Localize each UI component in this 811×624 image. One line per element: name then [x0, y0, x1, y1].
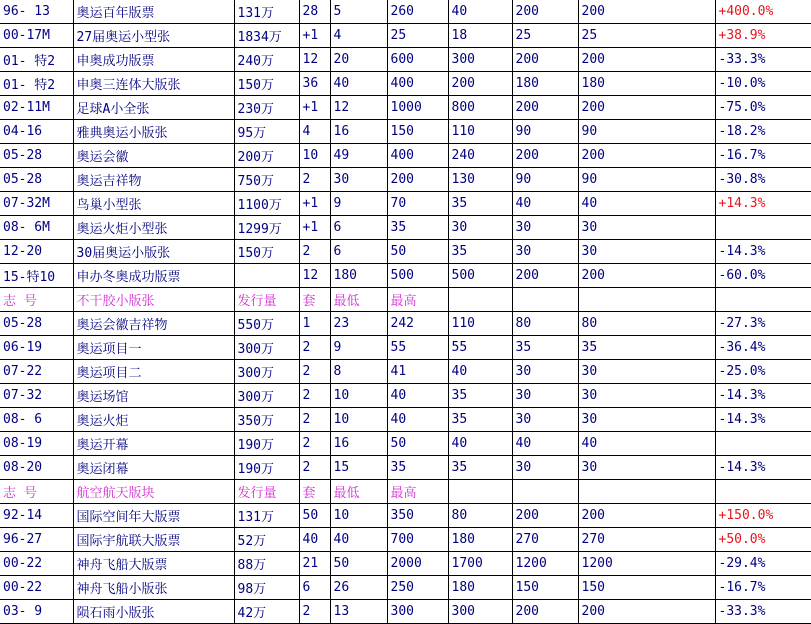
high-price-cell: 500 — [387, 264, 448, 288]
issue-volume-cell: 88万 — [234, 552, 299, 576]
change-percent-cell: +38.9% — [715, 24, 811, 48]
issue-volume-cell: 42万 — [234, 600, 299, 624]
issue-volume-cell: 200万 — [234, 144, 299, 168]
header-price-b-cell — [512, 480, 578, 504]
stamp-name-cell: 27届奥运小型张 — [73, 24, 234, 48]
price-c-cell: 200 — [578, 96, 715, 120]
table-row — [0, 408, 811, 432]
header-stamp-name-cell: 航空航天版块 — [73, 480, 234, 504]
issue-volume-cell: 300万 — [234, 336, 299, 360]
table-row — [0, 96, 811, 120]
high-price-cell: 1000 — [387, 96, 448, 120]
issue-volume-cell: 750万 — [234, 168, 299, 192]
issue-volume-cell: 190万 — [234, 432, 299, 456]
low-price-cell: 6 — [330, 240, 387, 264]
price-a-cell: 35 — [448, 240, 512, 264]
price-b-cell: 80 — [512, 312, 578, 336]
stamp-name-cell: 奥运火炬 — [73, 408, 234, 432]
low-price-cell: 9 — [330, 192, 387, 216]
set-count-cell: 2 — [299, 432, 330, 456]
price-b-cell: 150 — [512, 576, 578, 600]
header-high-price-cell: 最高 — [387, 480, 448, 504]
stamp-id-cell: 02-11M — [0, 96, 73, 120]
change-percent-cell: -16.7% — [715, 576, 811, 600]
table-row — [0, 168, 811, 192]
low-price-cell: 23 — [330, 312, 387, 336]
high-price-cell: 300 — [387, 600, 448, 624]
price-b-cell: 90 — [512, 168, 578, 192]
price-a-cell: 35 — [448, 384, 512, 408]
price-b-cell: 30 — [512, 408, 578, 432]
header-price-a-cell — [448, 288, 512, 312]
table-row — [0, 528, 811, 552]
price-b-cell: 30 — [512, 360, 578, 384]
set-count-cell: 12 — [299, 48, 330, 72]
high-price-cell: 600 — [387, 48, 448, 72]
change-percent-cell: -25.0% — [715, 360, 811, 384]
price-c-cell: 200 — [578, 48, 715, 72]
price-a-cell: 40 — [448, 432, 512, 456]
price-c-cell: 30 — [578, 456, 715, 480]
price-a-cell: 130 — [448, 168, 512, 192]
stamp-name-cell: 奥运项目一 — [73, 336, 234, 360]
set-count-cell: 21 — [299, 552, 330, 576]
price-a-cell: 110 — [448, 120, 512, 144]
set-count-cell: 2 — [299, 336, 330, 360]
high-price-cell: 25 — [387, 24, 448, 48]
set-count-cell: 2 — [299, 168, 330, 192]
change-percent-cell: +400.0% — [715, 0, 811, 24]
low-price-cell: 30 — [330, 168, 387, 192]
stamp-id-cell: 00-22 — [0, 552, 73, 576]
stamp-id-cell: 96-27 — [0, 528, 73, 552]
change-percent-cell: +50.0% — [715, 528, 811, 552]
low-price-cell: 5 — [330, 0, 387, 24]
set-count-cell: 1 — [299, 312, 330, 336]
issue-volume-cell: 150万 — [234, 72, 299, 96]
header-price-c-cell — [578, 480, 715, 504]
set-count-cell: +1 — [299, 24, 330, 48]
stamp-id-cell: 05-28 — [0, 168, 73, 192]
low-price-cell: 50 — [330, 552, 387, 576]
table-row — [0, 192, 811, 216]
price-a-cell: 40 — [448, 0, 512, 24]
price-b-cell: 30 — [512, 384, 578, 408]
set-count-cell: 2 — [299, 408, 330, 432]
change-percent-cell — [715, 216, 811, 240]
price-a-cell: 18 — [448, 24, 512, 48]
set-count-cell: 50 — [299, 504, 330, 528]
price-b-cell: 200 — [512, 144, 578, 168]
change-percent-cell: -14.3% — [715, 456, 811, 480]
table-row — [0, 120, 811, 144]
table-row — [0, 336, 811, 360]
section-header-row — [0, 288, 811, 312]
stamp-name-cell: 奥运闭幕 — [73, 456, 234, 480]
low-price-cell: 16 — [330, 120, 387, 144]
high-price-cell: 41 — [387, 360, 448, 384]
change-percent-cell: -33.3% — [715, 600, 811, 624]
table-row — [0, 504, 811, 528]
high-price-cell: 35 — [387, 216, 448, 240]
stamp-id-cell: 05-28 — [0, 312, 73, 336]
change-percent-cell: -14.3% — [715, 240, 811, 264]
price-c-cell: 90 — [578, 168, 715, 192]
set-count-cell: 12 — [299, 264, 330, 288]
issue-volume-cell: 150万 — [234, 240, 299, 264]
price-a-cell: 800 — [448, 96, 512, 120]
low-price-cell: 8 — [330, 360, 387, 384]
table-row — [0, 312, 811, 336]
set-count-cell: 4 — [299, 120, 330, 144]
header-change-percent-cell — [715, 288, 811, 312]
high-price-cell: 700 — [387, 528, 448, 552]
high-price-cell: 40 — [387, 408, 448, 432]
price-c-cell: 30 — [578, 216, 715, 240]
change-percent-cell: -10.0% — [715, 72, 811, 96]
change-percent-cell — [715, 432, 811, 456]
change-percent-cell: +14.3% — [715, 192, 811, 216]
header-stamp-name-cell: 不干胶小版张 — [73, 288, 234, 312]
issue-volume-cell: 95万 — [234, 120, 299, 144]
price-b-cell: 200 — [512, 96, 578, 120]
low-price-cell: 13 — [330, 600, 387, 624]
table-row — [0, 384, 811, 408]
issue-volume-cell: 98万 — [234, 576, 299, 600]
header-price-b-cell — [512, 288, 578, 312]
issue-volume-cell: 300万 — [234, 384, 299, 408]
price-c-cell: 200 — [578, 600, 715, 624]
stamp-id-cell: 07-32M — [0, 192, 73, 216]
price-b-cell: 30 — [512, 240, 578, 264]
price-b-cell: 200 — [512, 504, 578, 528]
table-row — [0, 48, 811, 72]
price-c-cell: 30 — [578, 384, 715, 408]
price-c-cell: 1200 — [578, 552, 715, 576]
high-price-cell: 40 — [387, 384, 448, 408]
table-row — [0, 432, 811, 456]
header-price-a-cell — [448, 480, 512, 504]
price-c-cell: 200 — [578, 144, 715, 168]
change-percent-cell: -16.7% — [715, 144, 811, 168]
stamp-id-cell: 06-19 — [0, 336, 73, 360]
price-c-cell: 40 — [578, 432, 715, 456]
header-issue-volume-cell: 发行量 — [234, 480, 299, 504]
price-a-cell: 55 — [448, 336, 512, 360]
high-price-cell: 400 — [387, 144, 448, 168]
header-set-count-cell: 套 — [299, 480, 330, 504]
issue-volume-cell: 190万 — [234, 456, 299, 480]
low-price-cell: 10 — [330, 384, 387, 408]
header-issue-volume-cell: 发行量 — [234, 288, 299, 312]
change-percent-cell: -29.4% — [715, 552, 811, 576]
change-percent-cell: -36.4% — [715, 336, 811, 360]
stamp-name-cell: 奥运火炬小型张 — [73, 216, 234, 240]
stamp-id-cell: 01- 特2 — [0, 48, 73, 72]
issue-volume-cell: 131万 — [234, 504, 299, 528]
stamp-id-cell: 15-特10 — [0, 264, 73, 288]
high-price-cell: 150 — [387, 120, 448, 144]
stamp-name-cell: 神舟飞船大版票 — [73, 552, 234, 576]
price-b-cell: 40 — [512, 192, 578, 216]
price-b-cell: 1200 — [512, 552, 578, 576]
set-count-cell: 2 — [299, 600, 330, 624]
stamp-name-cell: 奥运场馆 — [73, 384, 234, 408]
price-a-cell: 35 — [448, 408, 512, 432]
price-a-cell: 1700 — [448, 552, 512, 576]
table-row — [0, 216, 811, 240]
stamp-id-cell: 00-17M — [0, 24, 73, 48]
table-row — [0, 144, 811, 168]
price-a-cell: 80 — [448, 504, 512, 528]
low-price-cell: 10 — [330, 408, 387, 432]
high-price-cell: 260 — [387, 0, 448, 24]
price-a-cell: 300 — [448, 48, 512, 72]
price-c-cell: 35 — [578, 336, 715, 360]
price-a-cell: 180 — [448, 576, 512, 600]
price-a-cell: 40 — [448, 360, 512, 384]
section-header-row — [0, 480, 811, 504]
set-count-cell: 28 — [299, 0, 330, 24]
high-price-cell: 350 — [387, 504, 448, 528]
price-b-cell: 30 — [512, 216, 578, 240]
issue-volume-cell — [234, 264, 299, 288]
set-count-cell: +1 — [299, 216, 330, 240]
issue-volume-cell: 131万 — [234, 0, 299, 24]
set-count-cell: 40 — [299, 528, 330, 552]
stamp-id-cell: 01- 特2 — [0, 72, 73, 96]
price-c-cell: 180 — [578, 72, 715, 96]
header-stamp-id-cell: 志 号 — [0, 480, 73, 504]
issue-volume-cell: 300万 — [234, 360, 299, 384]
price-c-cell: 270 — [578, 528, 715, 552]
issue-volume-cell: 350万 — [234, 408, 299, 432]
price-c-cell: 90 — [578, 120, 715, 144]
high-price-cell: 242 — [387, 312, 448, 336]
low-price-cell: 9 — [330, 336, 387, 360]
stamp-name-cell: 鸟巢小型张 — [73, 192, 234, 216]
high-price-cell: 70 — [387, 192, 448, 216]
set-count-cell: +1 — [299, 192, 330, 216]
high-price-cell: 35 — [387, 456, 448, 480]
header-low-price-cell: 最低 — [330, 288, 387, 312]
stamp-name-cell: 奥运开幕 — [73, 432, 234, 456]
price-a-cell: 500 — [448, 264, 512, 288]
price-c-cell: 30 — [578, 408, 715, 432]
header-price-c-cell — [578, 288, 715, 312]
price-a-cell: 110 — [448, 312, 512, 336]
low-price-cell: 49 — [330, 144, 387, 168]
price-c-cell: 80 — [578, 312, 715, 336]
stamp-name-cell: 申办冬奥成功版票 — [73, 264, 234, 288]
price-b-cell: 180 — [512, 72, 578, 96]
low-price-cell: 16 — [330, 432, 387, 456]
price-b-cell: 200 — [512, 600, 578, 624]
stamp-id-cell: 12-20 — [0, 240, 73, 264]
table-row — [0, 456, 811, 480]
change-percent-cell: -30.8% — [715, 168, 811, 192]
low-price-cell: 26 — [330, 576, 387, 600]
price-b-cell: 40 — [512, 432, 578, 456]
change-percent-cell: -14.3% — [715, 408, 811, 432]
low-price-cell: 20 — [330, 48, 387, 72]
change-percent-cell: -27.3% — [715, 312, 811, 336]
price-b-cell: 200 — [512, 264, 578, 288]
price-c-cell: 200 — [578, 0, 715, 24]
low-price-cell: 10 — [330, 504, 387, 528]
price-c-cell: 150 — [578, 576, 715, 600]
low-price-cell: 12 — [330, 96, 387, 120]
change-percent-cell: -33.3% — [715, 48, 811, 72]
header-stamp-id-cell: 志 号 — [0, 288, 73, 312]
high-price-cell: 50 — [387, 432, 448, 456]
high-price-cell: 55 — [387, 336, 448, 360]
stamp-name-cell: 神舟飞船小版张 — [73, 576, 234, 600]
set-count-cell: 2 — [299, 360, 330, 384]
stamp-id-cell: 08- 6M — [0, 216, 73, 240]
stamp-id-cell: 08-19 — [0, 432, 73, 456]
price-b-cell: 90 — [512, 120, 578, 144]
stamp-name-cell: 30届奥运小版张 — [73, 240, 234, 264]
price-a-cell: 180 — [448, 528, 512, 552]
stamp-id-cell: 03- 9 — [0, 600, 73, 624]
stamp-id-cell: 08-20 — [0, 456, 73, 480]
set-count-cell: +1 — [299, 96, 330, 120]
price-c-cell: 30 — [578, 360, 715, 384]
header-low-price-cell: 最低 — [330, 480, 387, 504]
table-row — [0, 576, 811, 600]
stamp-id-cell: 04-16 — [0, 120, 73, 144]
table-row — [0, 72, 811, 96]
stamp-id-cell: 07-32 — [0, 384, 73, 408]
price-b-cell: 25 — [512, 24, 578, 48]
stamp-name-cell: 申奥三连体大版张 — [73, 72, 234, 96]
set-count-cell: 6 — [299, 576, 330, 600]
issue-volume-cell: 1299万 — [234, 216, 299, 240]
high-price-cell: 400 — [387, 72, 448, 96]
high-price-cell: 2000 — [387, 552, 448, 576]
price-a-cell: 35 — [448, 456, 512, 480]
set-count-cell: 36 — [299, 72, 330, 96]
low-price-cell: 6 — [330, 216, 387, 240]
stamp-id-cell: 00-22 — [0, 576, 73, 600]
header-set-count-cell: 套 — [299, 288, 330, 312]
table-row — [0, 0, 811, 24]
price-b-cell: 200 — [512, 0, 578, 24]
header-change-percent-cell — [715, 480, 811, 504]
low-price-cell: 40 — [330, 528, 387, 552]
price-a-cell: 240 — [448, 144, 512, 168]
price-b-cell: 30 — [512, 456, 578, 480]
stamp-name-cell: 国际空间年大版票 — [73, 504, 234, 528]
low-price-cell: 4 — [330, 24, 387, 48]
price-b-cell: 270 — [512, 528, 578, 552]
table-row — [0, 240, 811, 264]
table-row — [0, 24, 811, 48]
price-c-cell: 200 — [578, 264, 715, 288]
low-price-cell: 15 — [330, 456, 387, 480]
stamp-name-cell: 国际宇航联大版票 — [73, 528, 234, 552]
price-a-cell: 300 — [448, 600, 512, 624]
stamp-id-cell: 92-14 — [0, 504, 73, 528]
price-c-cell: 30 — [578, 240, 715, 264]
low-price-cell: 40 — [330, 72, 387, 96]
set-count-cell: 2 — [299, 456, 330, 480]
price-b-cell: 200 — [512, 48, 578, 72]
stamp-name-cell: 奥运百年版票 — [73, 0, 234, 24]
change-percent-cell: -75.0% — [715, 96, 811, 120]
stamp-id-cell: 05-28 — [0, 144, 73, 168]
issue-volume-cell: 230万 — [234, 96, 299, 120]
set-count-cell: 10 — [299, 144, 330, 168]
table-row — [0, 552, 811, 576]
issue-volume-cell: 1834万 — [234, 24, 299, 48]
stamp-name-cell: 陨石雨小版张 — [73, 600, 234, 624]
change-percent-cell: -60.0% — [715, 264, 811, 288]
stamp-name-cell: 申奥成功版票 — [73, 48, 234, 72]
stamp-id-cell: 08- 6 — [0, 408, 73, 432]
low-price-cell: 180 — [330, 264, 387, 288]
stamp-name-cell: 奥运项目二 — [73, 360, 234, 384]
stamp-id-cell: 96- 13 — [0, 0, 73, 24]
stamp-name-cell: 奥运吉祥物 — [73, 168, 234, 192]
price-b-cell: 35 — [512, 336, 578, 360]
price-c-cell: 40 — [578, 192, 715, 216]
price-c-cell: 200 — [578, 504, 715, 528]
table-row — [0, 360, 811, 384]
high-price-cell: 250 — [387, 576, 448, 600]
issue-volume-cell: 240万 — [234, 48, 299, 72]
price-a-cell: 200 — [448, 72, 512, 96]
stamp-name-cell: 足球A小全张 — [73, 96, 234, 120]
set-count-cell: 2 — [299, 240, 330, 264]
header-high-price-cell: 最高 — [387, 288, 448, 312]
stamp-id-cell: 07-22 — [0, 360, 73, 384]
stamp-name-cell: 奥运会徽 — [73, 144, 234, 168]
table-row — [0, 600, 811, 624]
high-price-cell: 50 — [387, 240, 448, 264]
issue-volume-cell: 550万 — [234, 312, 299, 336]
price-a-cell: 30 — [448, 216, 512, 240]
table-row — [0, 264, 811, 288]
price-c-cell: 25 — [578, 24, 715, 48]
stamp-name-cell: 奥运会徽吉祥物 — [73, 312, 234, 336]
high-price-cell: 200 — [387, 168, 448, 192]
set-count-cell: 2 — [299, 384, 330, 408]
change-percent-cell: -14.3% — [715, 384, 811, 408]
stamp-name-cell: 雅典奥运小版张 — [73, 120, 234, 144]
change-percent-cell: -18.2% — [715, 120, 811, 144]
issue-volume-cell: 52万 — [234, 528, 299, 552]
issue-volume-cell: 1100万 — [234, 192, 299, 216]
change-percent-cell: +150.0% — [715, 504, 811, 528]
price-a-cell: 35 — [448, 192, 512, 216]
